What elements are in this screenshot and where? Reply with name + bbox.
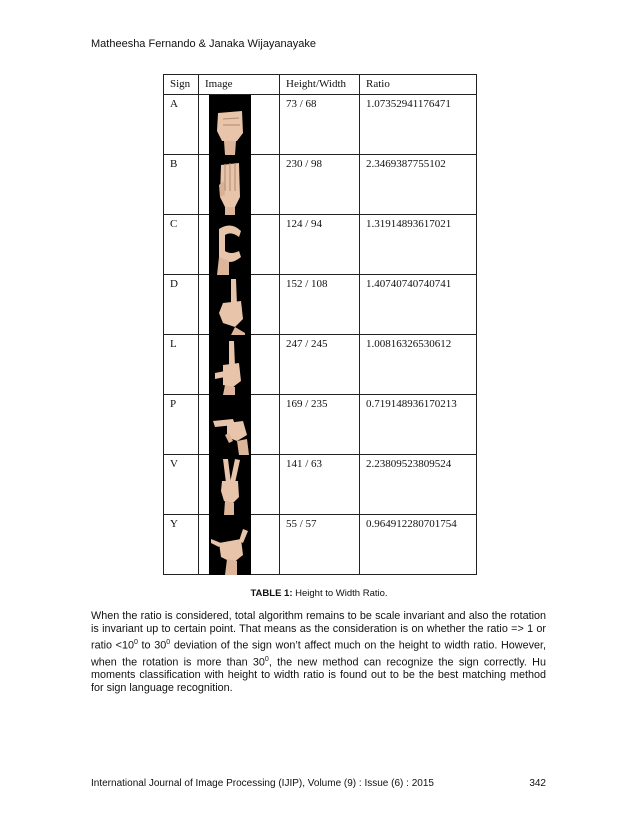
sign-cell: V: [164, 455, 199, 515]
journal-citation: International Journal of Image Processing (IJIP), Volume (9) : Issue (6) : 2015: [91, 778, 434, 789]
sign-cell: A: [164, 95, 199, 155]
image-cell: [199, 275, 280, 335]
table-row: [164, 215, 477, 275]
table-header-row: [164, 75, 477, 95]
col-header-image: Image: [199, 75, 280, 95]
ratio-table: [163, 74, 477, 575]
image-cell: [199, 215, 280, 275]
sign-cell: B: [164, 155, 199, 215]
height-width-cell: 141 / 63: [280, 455, 360, 515]
hand-sign-a-image: [209, 95, 251, 155]
caption-text: Height to Width Ratio.: [292, 588, 388, 599]
ratio-cell: 1.00816326530612: [360, 335, 477, 395]
body-text-2: to 30: [137, 639, 167, 652]
sign-cell: Y: [164, 515, 199, 575]
table-row: [164, 455, 477, 515]
col-header-ratio: Ratio: [360, 75, 477, 95]
sign-cell: C: [164, 215, 199, 275]
table-row: [164, 515, 477, 575]
col-header-sign: Sign: [164, 75, 199, 95]
hand-sign-l-image: [209, 335, 251, 395]
sign-cell: D: [164, 275, 199, 335]
height-width-cell: 152 / 108: [280, 275, 360, 335]
hand-sign-v-image: [209, 455, 251, 515]
running-header: Matheesha Fernando & Janaka Wijayanayake: [91, 38, 317, 50]
col-header-height-width: Height/Width: [280, 75, 360, 95]
hand-sign-c-image: [209, 215, 251, 275]
degree-superscript: 0: [264, 655, 269, 663]
ratio-cell: 0.964912280701754: [360, 515, 477, 575]
degree-superscript: 0: [166, 639, 171, 646]
image-cell: [199, 335, 280, 395]
page-footer: [91, 778, 546, 789]
height-width-cell: 247 / 245: [280, 335, 360, 395]
image-cell: [199, 515, 280, 575]
height-width-cell: 230 / 98: [280, 155, 360, 215]
degree-superscript: 0: [133, 639, 138, 646]
image-cell: [199, 455, 280, 515]
body-text-4: , the new method can recognize the sign correctly. Hu moments classification with height to width ratio is found out to be the best matching method for sign language recognition.: [91, 656, 546, 695]
height-width-cell: 73 / 68: [280, 95, 360, 155]
table-row: [164, 395, 477, 455]
image-cell: [199, 395, 280, 455]
height-width-cell: 169 / 235: [280, 395, 360, 455]
height-width-cell: 124 / 94: [280, 215, 360, 275]
ratio-cell: 1.31914893617021: [360, 215, 477, 275]
sign-cell: P: [164, 395, 199, 455]
table-row: [164, 95, 477, 155]
caption-label: TABLE 1:: [250, 588, 293, 599]
body-text-1: When the ratio is considered, total algorithm remains to be scale invariant and also the rotation is invariant up to certain point. That means as the consideration is on whether the ratio => 1 or ratio <10: [91, 610, 546, 652]
hand-sign-p-image: [209, 395, 251, 455]
ratio-cell: 1.07352941176471: [360, 95, 477, 155]
hand-sign-y-image: [209, 515, 251, 575]
sign-cell: L: [164, 335, 199, 395]
ratio-cell: 2.23809523809524: [360, 455, 477, 515]
table-caption: [0, 588, 638, 599]
table-row: [164, 155, 477, 215]
body-text-3: deviation of the sign won’t affect much on the height to width ratio. However, when the rotation is more than 30: [91, 639, 546, 669]
height-width-cell: 55 / 57: [280, 515, 360, 575]
hand-sign-b-image: [209, 155, 251, 215]
ratio-cell: 2.3469387755102: [360, 155, 477, 215]
body-paragraph: [91, 610, 546, 695]
ratio-cell: 0.719148936170213: [360, 395, 477, 455]
image-cell: [199, 95, 280, 155]
image-cell: [199, 155, 280, 215]
ratio-cell: 1.40740740740741: [360, 275, 477, 335]
hand-sign-d-image: [209, 275, 251, 335]
page-number: 342: [529, 778, 546, 789]
table-row: [164, 335, 477, 395]
table-row: [164, 275, 477, 335]
